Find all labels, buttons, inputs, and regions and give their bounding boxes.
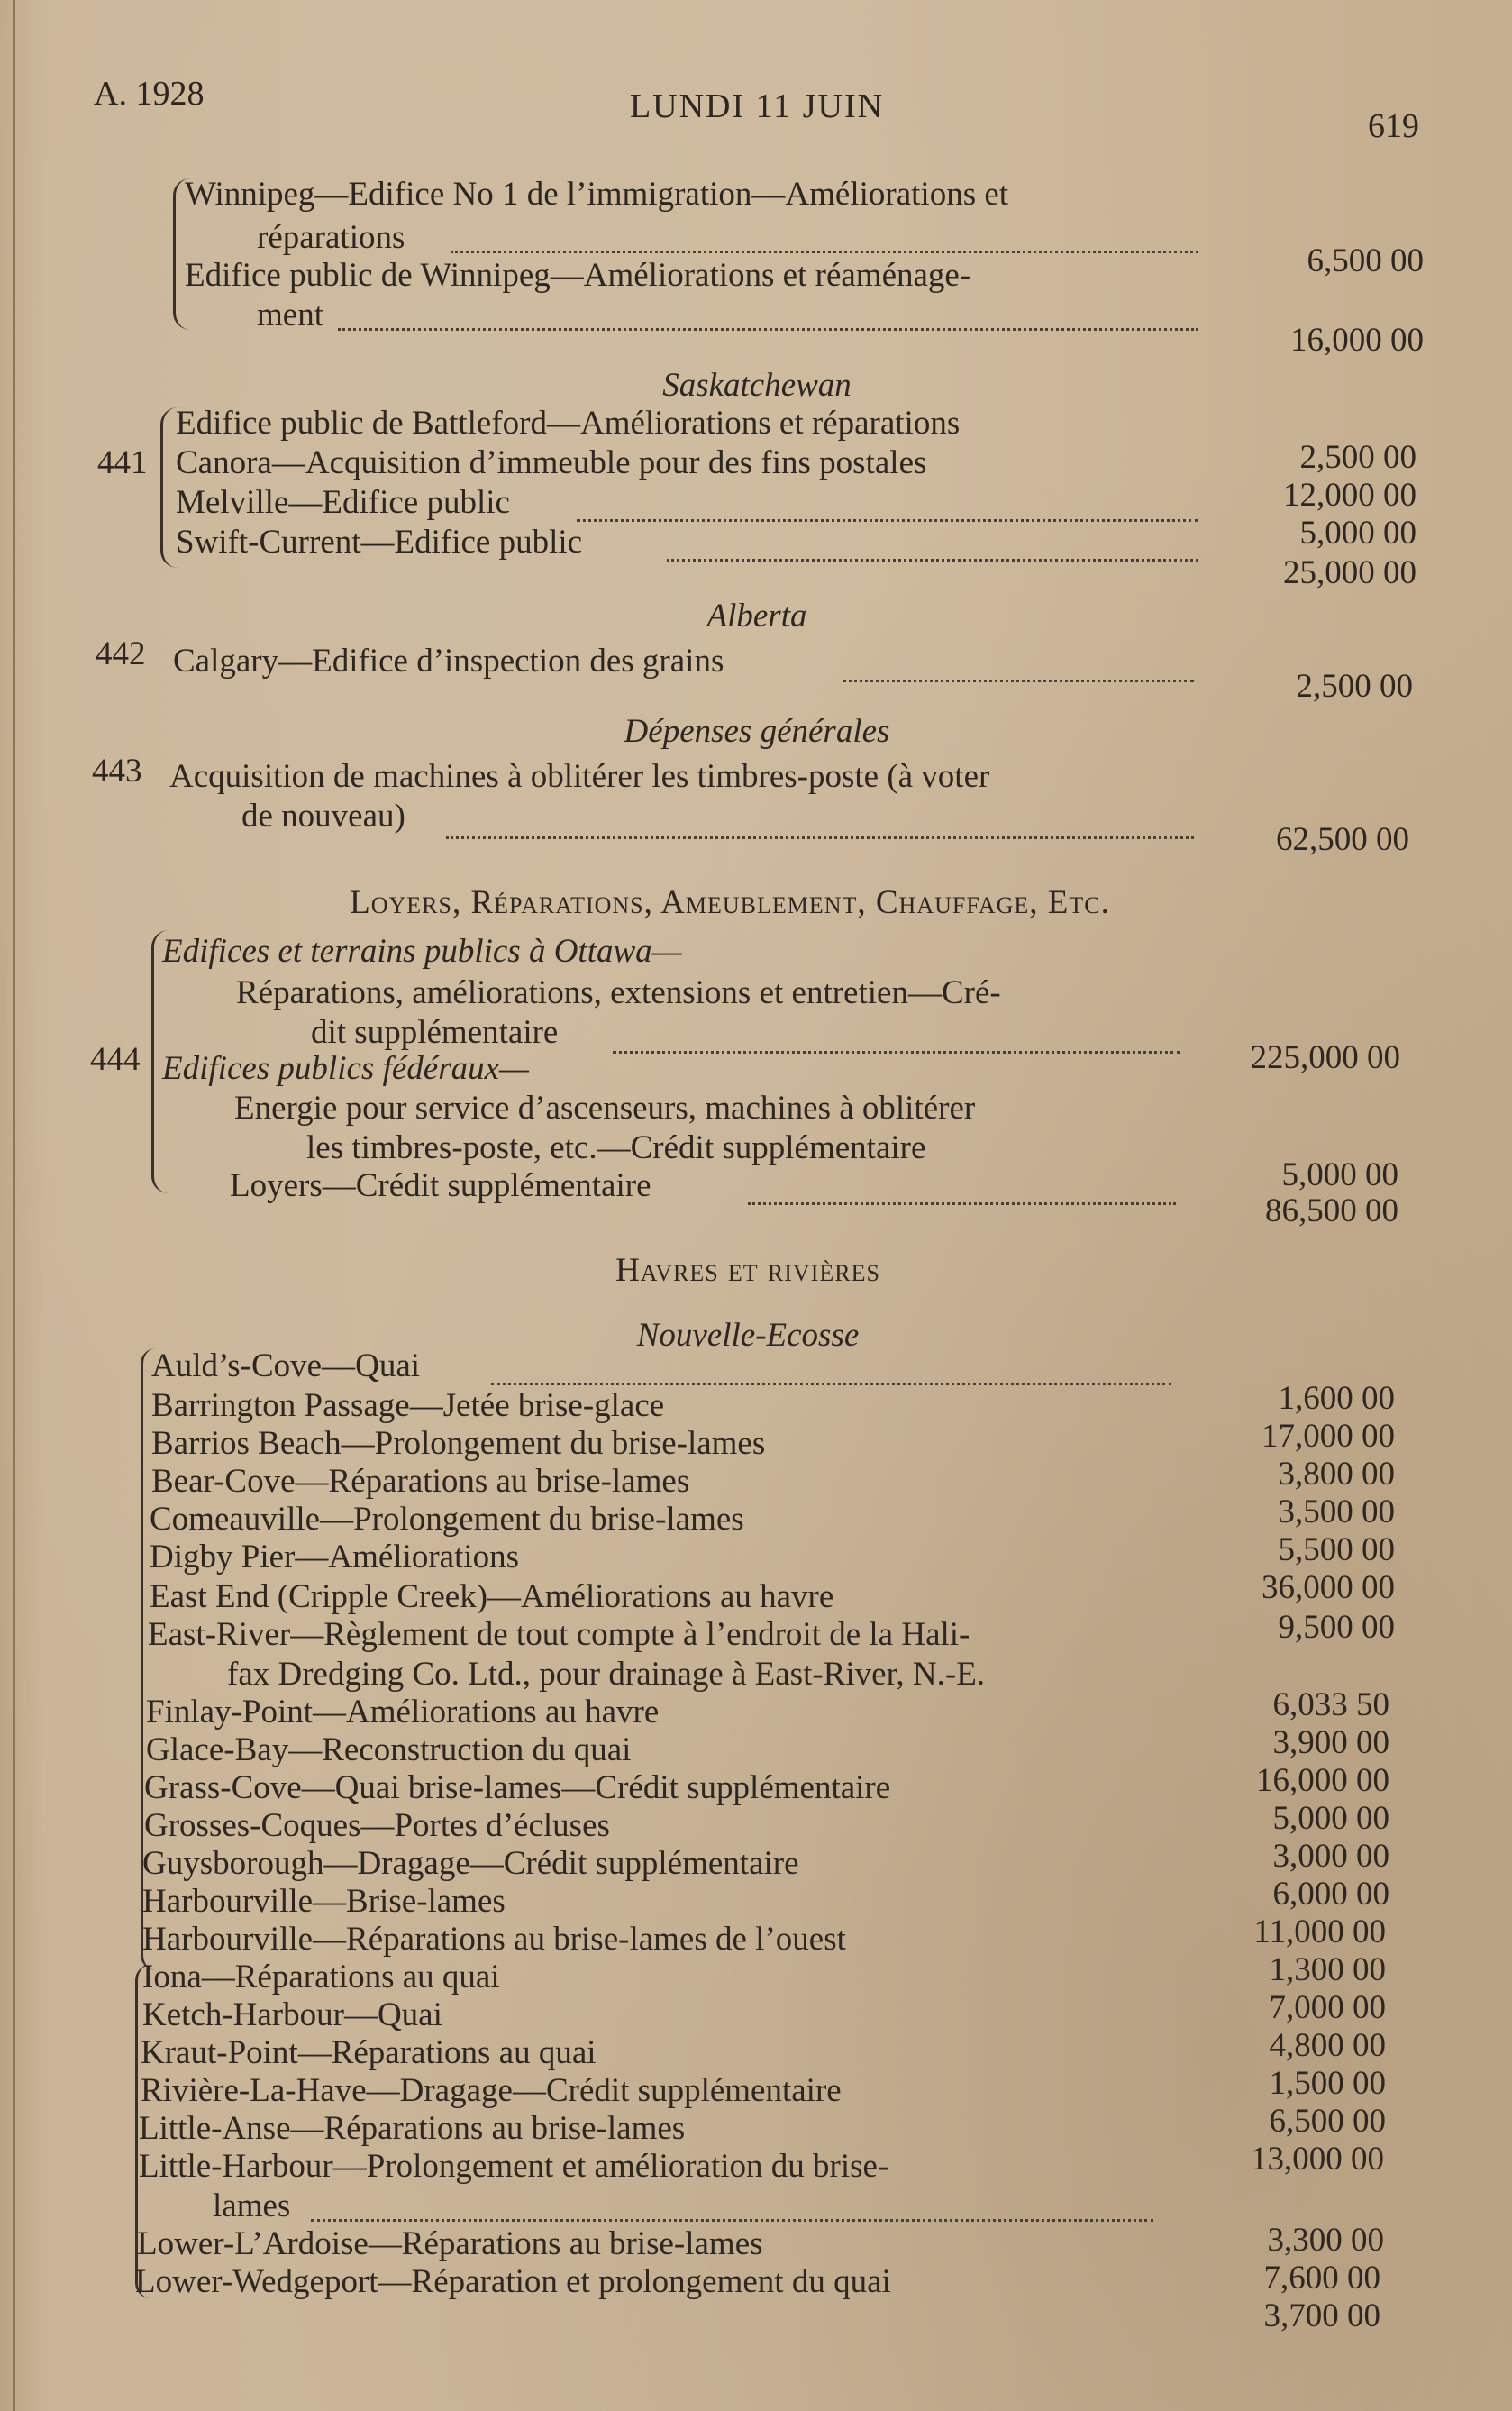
leader xyxy=(491,1383,1171,1385)
leader xyxy=(667,559,1198,562)
header-left: A. 1928 xyxy=(94,75,205,113)
amount: 6,500 00 xyxy=(1307,242,1424,279)
line-ottawa-b: Réparations, améliorations, extensions et entretien—Cré- xyxy=(236,974,1001,1011)
line-winnipeg-2b: ment xyxy=(257,297,323,333)
line-acquisition-b: de nouveau) xyxy=(241,798,405,835)
section-depenses-generales: Dépenses générales xyxy=(624,713,890,750)
amount: 1,500 00 xyxy=(1269,2065,1386,2102)
line-calgary: Calgary—Edifice d’inspection des grains xyxy=(173,643,724,680)
vote-number-441: 441 xyxy=(97,444,148,481)
amount: 5,000 00 xyxy=(1272,1800,1389,1837)
line-federaux-b: Energie pour service d’ascenseurs, machines à oblitérer xyxy=(234,1090,976,1127)
vote-number-443: 443 xyxy=(92,753,142,790)
ns-auld-cove: Auld’s-Cove—Quai xyxy=(151,1347,421,1384)
line-winnipeg-1a: Winnipeg—Edifice No 1 de l’immigration—Améliorations et xyxy=(185,176,1009,213)
ns-grass-cove: Grass-Cove—Quai brise-lames—Crédit supplémentaire xyxy=(144,1769,891,1806)
line-loyers: Loyers—Crédit supplémentaire xyxy=(230,1167,651,1204)
line-battleford: Edifice public de Battleford—Améliorations et réparations xyxy=(176,405,961,442)
amount: 16,000 00 xyxy=(1290,322,1424,359)
ns-harbourville-2: Harbourville—Réparations au brise-lames de l’ouest xyxy=(142,1921,846,1958)
leader xyxy=(613,1051,1180,1054)
ns-digby: Digby Pier—Améliorations xyxy=(150,1539,520,1575)
amount: 16,000 00 xyxy=(1256,1762,1389,1799)
ns-east-river-a: East-River—Règlement de tout compte à l’endroit de la Hali- xyxy=(148,1616,970,1653)
ns-little-harbour-a: Little-Harbour—Prolongement et amélioration du brise- xyxy=(139,2148,889,2185)
line-melville: Melville—Edifice public xyxy=(176,484,510,521)
line-ottawa-c: dit supplémentaire xyxy=(311,1014,559,1051)
leader xyxy=(338,328,1198,331)
amount: 1,600 00 xyxy=(1278,1380,1395,1417)
section-alberta: Alberta xyxy=(706,598,807,635)
line-federaux-c: les timbres-poste, etc.—Crédit supplémentaire xyxy=(306,1129,926,1166)
amount: 1,300 00 xyxy=(1269,1951,1386,1988)
ns-kraut-point: Kraut-Point—Réparations au quai xyxy=(141,2034,597,2071)
line-federaux-a: Edifices publics fédéraux— xyxy=(162,1050,529,1087)
amount: 3,000 00 xyxy=(1272,1838,1389,1875)
ns-comeauville: Comeauville—Prolongement du brise-lames xyxy=(150,1501,744,1538)
ns-ketch-harbour: Ketch-Harbour—Quai xyxy=(142,1996,442,2033)
vote-number-442: 442 xyxy=(96,635,146,672)
ns-grosses-coques: Grosses-Coques—Portes d’écluses xyxy=(144,1807,610,1844)
amount: 13,000 00 xyxy=(1251,2141,1384,2178)
ns-east-river-b: fax Dredging Co. Ltd., pour drainage à East-River, N.-E. xyxy=(227,1656,986,1693)
amount: 2,500 00 xyxy=(1299,439,1416,476)
leader xyxy=(843,680,1194,682)
leader xyxy=(748,1202,1176,1205)
line-winnipeg-2a: Edifice public de Winnipeg—Améliorations et réaménage- xyxy=(185,257,971,294)
amount: 4,800 00 xyxy=(1269,2027,1386,2064)
ns-east-end: East End (Cripple Creek)—Améliorations au havre xyxy=(150,1578,834,1615)
amount: 2,500 00 xyxy=(1296,668,1413,705)
amount: 17,000 00 xyxy=(1262,1418,1395,1455)
leader xyxy=(577,519,1198,522)
vote-number-444: 444 xyxy=(90,1041,141,1078)
header-center: LUNDI 11 JUIN xyxy=(629,87,885,125)
amount: 9,500 00 xyxy=(1278,1609,1395,1646)
amount: 3,800 00 xyxy=(1278,1456,1395,1493)
amount: 3,900 00 xyxy=(1272,1724,1389,1761)
ns-little-harbour-b: lames xyxy=(213,2187,291,2224)
ns-guysborough: Guysborough—Dragage—Crédit supplémentaire xyxy=(142,1845,799,1882)
section-saskatchewan: Saskatchewan xyxy=(662,367,852,404)
line-winnipeg-1b: réparations xyxy=(257,219,405,256)
ns-lower-wedgeport: Lower-Wedgeport—Réparation et prolongement du quai xyxy=(135,2263,891,2300)
ns-finlay: Finlay-Point—Améliorations au havre xyxy=(146,1694,660,1731)
amount: 225,000 00 xyxy=(1250,1039,1400,1076)
amount: 5,000 00 xyxy=(1299,515,1416,552)
amount: 36,000 00 xyxy=(1262,1569,1395,1606)
amount: 6,033 50 xyxy=(1272,1686,1389,1723)
ns-barrios: Barrios Beach—Prolongement du brise-lames xyxy=(151,1425,766,1462)
amount: 6,000 00 xyxy=(1272,1876,1389,1913)
ns-little-anse: Little-Anse—Réparations au brise-lames xyxy=(139,2110,686,2147)
line-acquisition-a: Acquisition de machines à oblitérer les timbres-poste (à voter xyxy=(169,758,990,795)
ns-lower-lardoise: Lower-L’Ardoise—Réparations au brise-lames xyxy=(137,2225,763,2262)
page-edge xyxy=(13,0,15,2411)
ns-harbourville-1: Harbourville—Brise-lames xyxy=(142,1883,506,1920)
amount: 3,500 00 xyxy=(1278,1493,1395,1530)
amount: 12,000 00 xyxy=(1283,477,1416,514)
amount: 3,300 00 xyxy=(1267,2222,1384,2259)
page-number: 619 xyxy=(1368,107,1419,145)
amount: 25,000 00 xyxy=(1283,554,1416,591)
amount: 86,500 00 xyxy=(1265,1192,1398,1229)
section-nouvelle-ecosse: Nouvelle-Ecosse xyxy=(636,1317,860,1354)
line-ottawa-a: Edifices et terrains publics à Ottawa— xyxy=(162,933,682,970)
amount: 5,500 00 xyxy=(1278,1531,1395,1568)
ns-barrington: Barrington Passage—Jetée brise-glace xyxy=(151,1387,665,1424)
leader xyxy=(311,2219,1153,2222)
amount: 62,500 00 xyxy=(1276,821,1409,858)
leader xyxy=(446,836,1194,839)
amount: 3,700 00 xyxy=(1263,2297,1380,2334)
ns-riviere-la-have: Rivière-La-Have—Dragage—Crédit supplémentaire xyxy=(141,2072,842,2109)
line-swift-current: Swift-Current—Edifice public xyxy=(176,524,583,561)
amount: 5,000 00 xyxy=(1281,1156,1398,1193)
section-loyers-reparations: Loyers, Réparations, Ameublement, Chauffage, Etc. xyxy=(350,884,1110,921)
ns-glace-bay: Glace-Bay—Reconstruction du quai xyxy=(146,1731,632,1768)
amount: 11,000 00 xyxy=(1253,1913,1386,1950)
section-havres-rivieres: Havres et rivières xyxy=(615,1252,880,1289)
amount: 7,000 00 xyxy=(1269,1989,1386,2026)
ns-iona: Iona—Réparations au quai xyxy=(142,1959,500,1995)
ns-bear-cove: Bear-Cove—Réparations au brise-lames xyxy=(151,1463,690,1500)
line-canora: Canora—Acquisition d’immeuble pour des fins postales xyxy=(176,444,927,481)
amount: 7,600 00 xyxy=(1263,2260,1380,2297)
amount: 6,500 00 xyxy=(1269,2103,1386,2140)
leader xyxy=(451,251,1198,253)
